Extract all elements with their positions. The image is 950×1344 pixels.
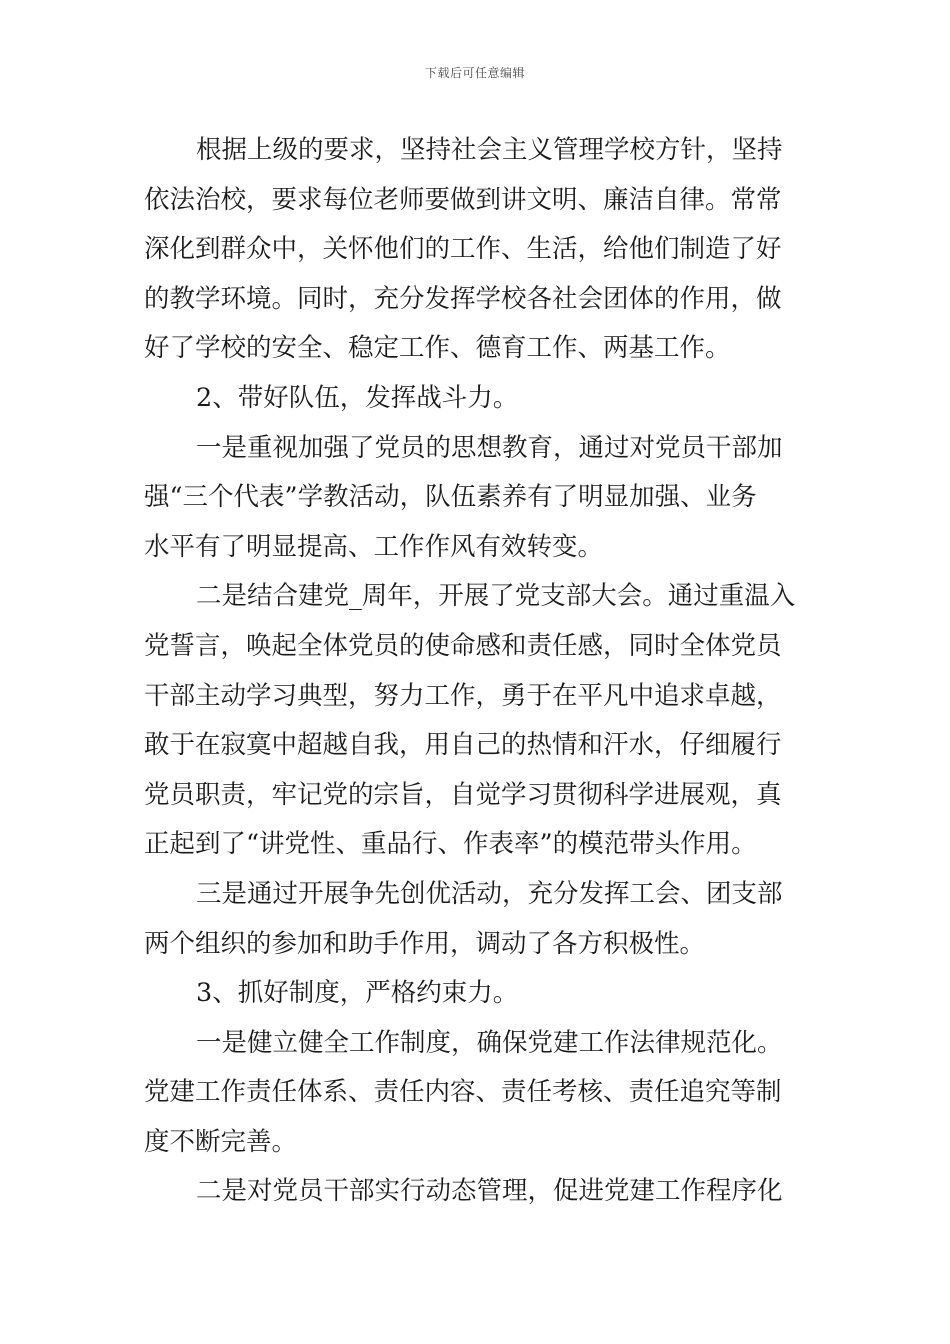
- text-line: 好了学校的安全、稳定工作、德育工作、两基工作。: [144, 333, 731, 364]
- text-line: 二是对党员干部实行动态管理，促进党建工作程序化: [196, 1176, 783, 1207]
- text-line: 依法治校，要求每位老师要做到讲文明、廉洁自律。常常: [144, 184, 782, 215]
- text-line: 一是重视加强了党员的思想教育，通过对党员干部加: [196, 432, 783, 463]
- text-line: 党建工作责任体系、责任内容、责任考核、责任追究等制: [144, 1077, 782, 1108]
- text-line: 敢于在寂寞中超越自我，用自己的热情和汗水，仔细履行: [144, 730, 782, 761]
- text-line: 水平有了明显提高、工作作风有效转变。: [144, 531, 604, 562]
- section-heading: 2、带好队伍，发挥战斗力。: [196, 382, 519, 413]
- text-line: 的教学环境。同时，充分发挥学校各社会团体的作用，做: [144, 283, 782, 314]
- text-line: 一是健立健全工作制度，确保党建工作法律规范化。: [196, 1027, 783, 1058]
- text-line: 深化到群众中，关怀他们的工作、生活，给他们制造了好: [144, 234, 782, 265]
- text-line: 根据上级的要求，坚持社会主义管理学校方针，坚持: [196, 135, 783, 165]
- text-line: 干部主动学习典型，努力工作，勇于在平凡中追求卓越，: [144, 680, 782, 711]
- text-line: 二是结合建党_周年，开展了党支部大会。通过重温入: [196, 581, 796, 612]
- text-line: 强“三个代表”学教活动，队伍素养有了明显加强、业务: [144, 482, 757, 513]
- page-header-note: 下载后可任意编辑: [424, 66, 525, 80]
- text-line: 度不断完善。: [144, 1126, 298, 1157]
- document-body: [144, 126, 808, 1217]
- text-line: 党员职责，牢记党的宗旨，自觉学习贯彻科学进展观，真: [144, 779, 782, 810]
- text-line: 正起到了“讲党性、重品行、作表率”的模范带头作用。: [144, 829, 757, 860]
- text-line: 三是通过开展争先创优活动，充分发挥工会、团支部: [196, 878, 783, 909]
- text-line: 两个组织的参加和助手作用，调动了各方积极性。: [144, 928, 706, 959]
- text-line: 党誓言，唤起全体党员的使命感和责任感，同时全体党员: [144, 630, 782, 661]
- section-heading: 3、抓好制度，严格约束力。: [196, 978, 519, 1009]
